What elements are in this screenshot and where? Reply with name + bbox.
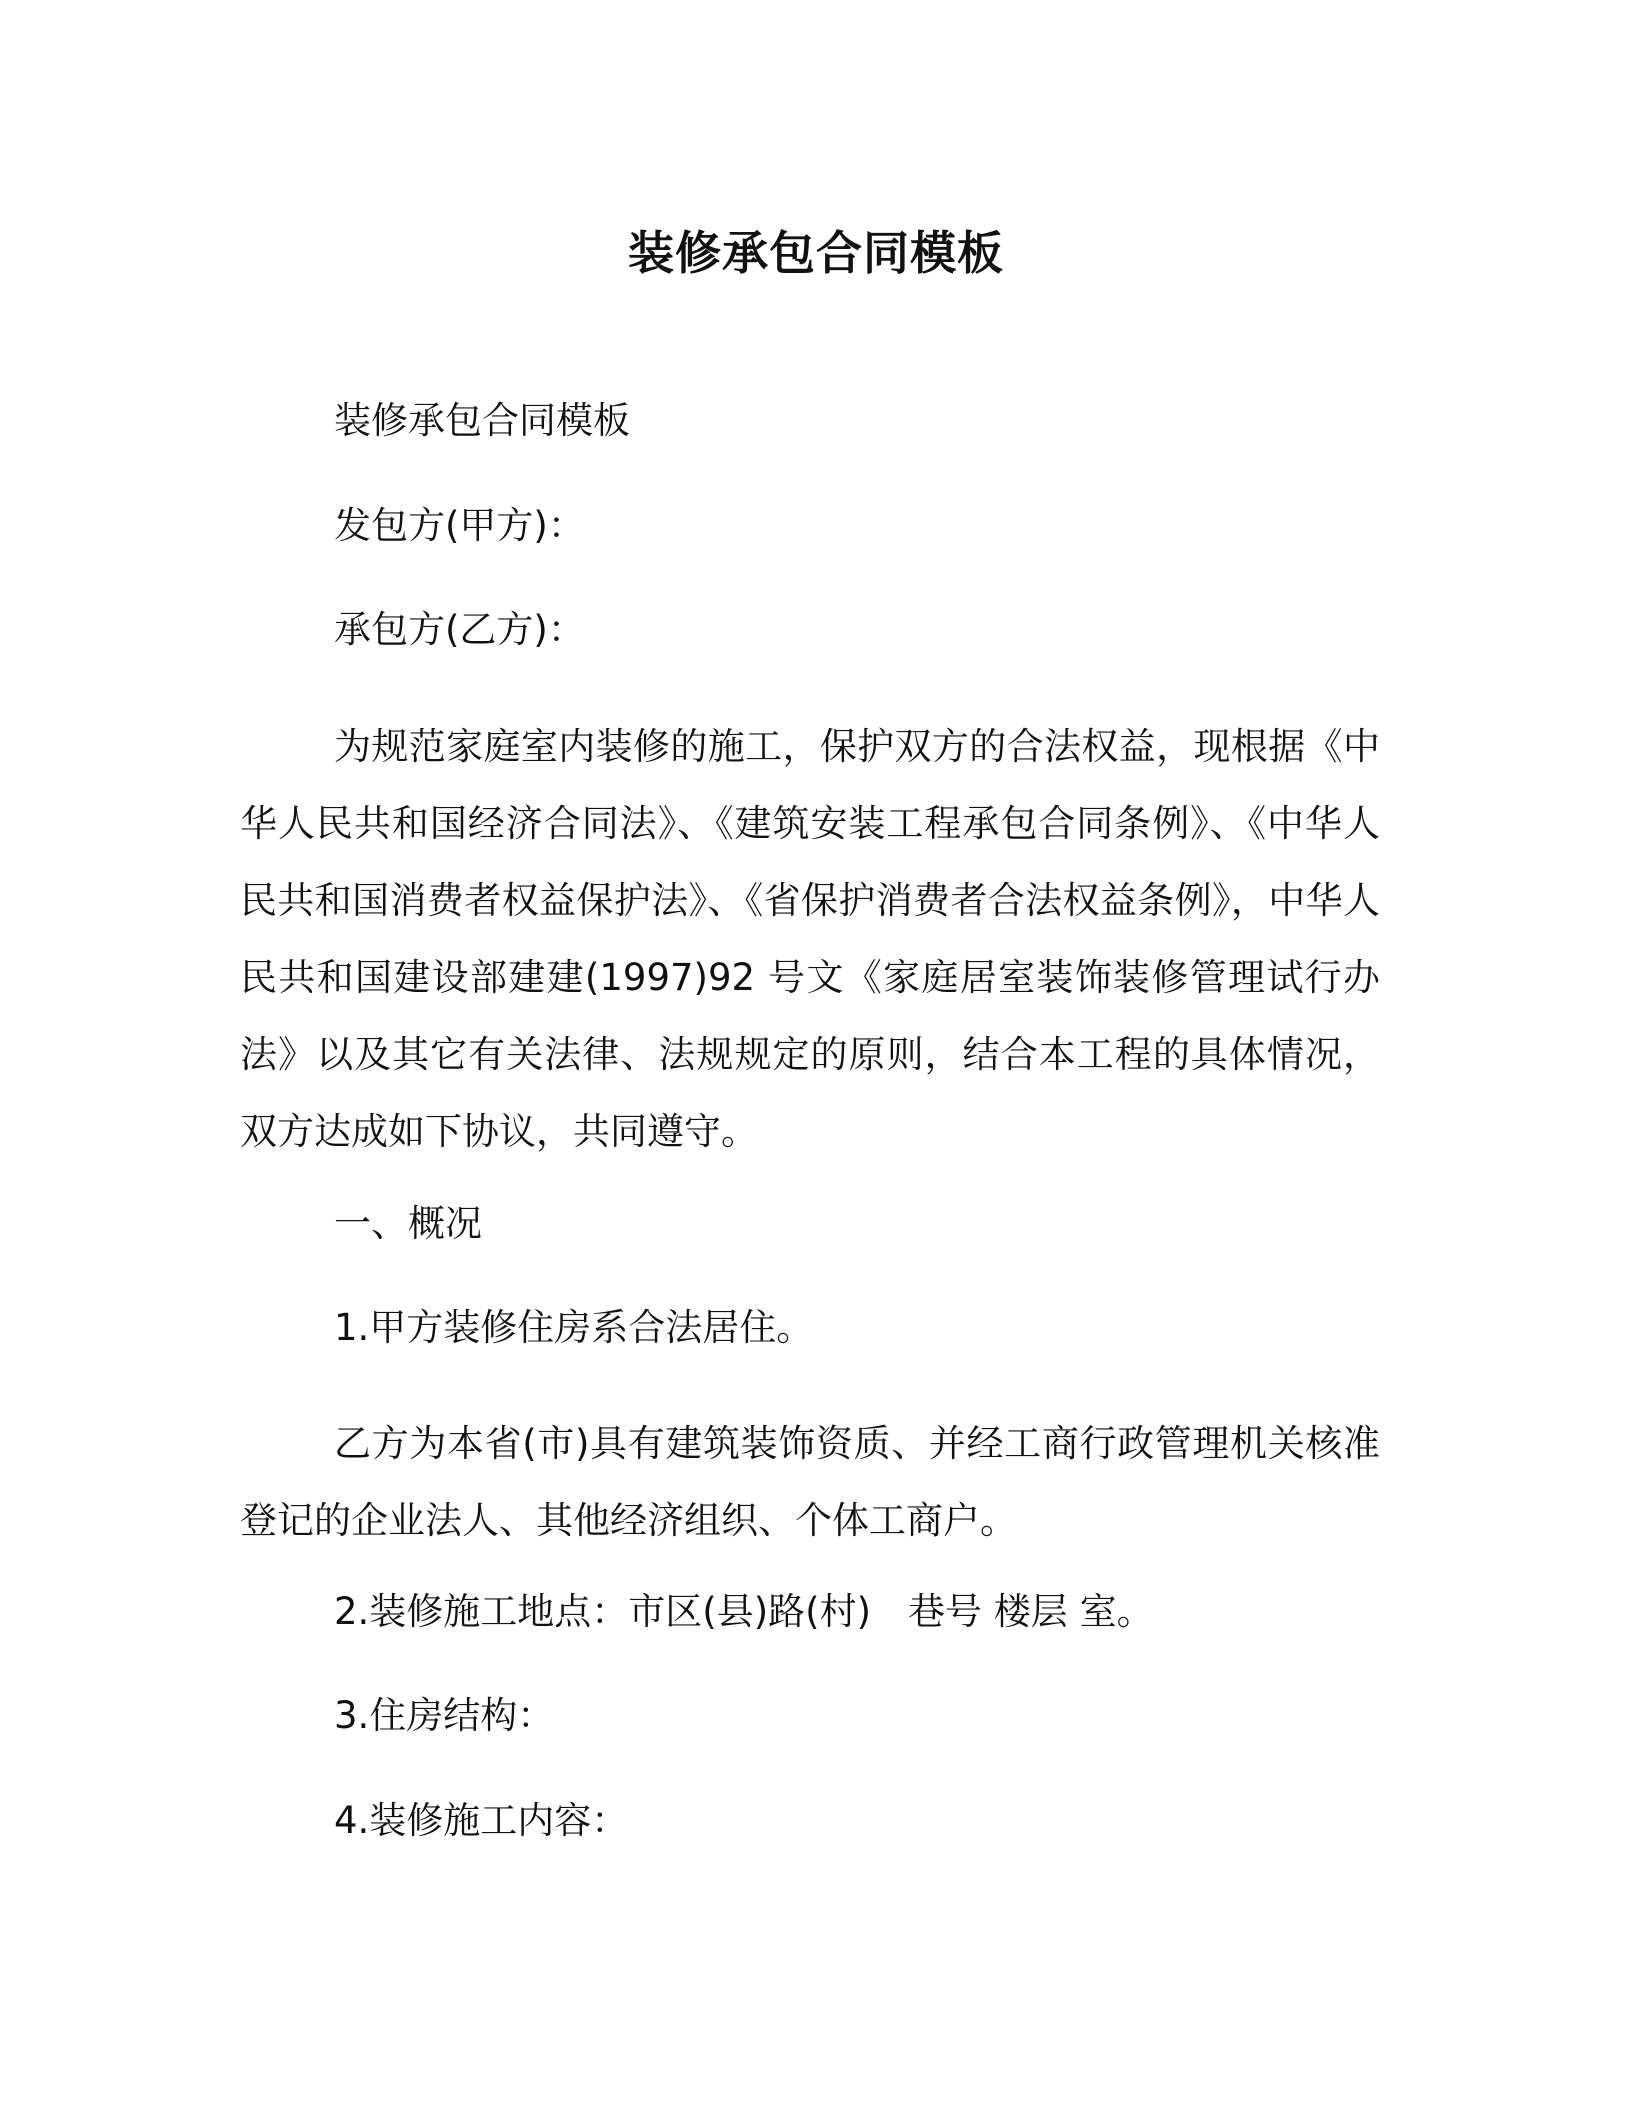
party-b-line: 承包方(乙方)： <box>334 608 585 651</box>
item-3: 3.住房结构： <box>334 1694 555 1737</box>
item-4: 4.装修施工内容： <box>334 1799 629 1842</box>
party-a-line: 发包方(甲方)： <box>334 504 585 547</box>
item-1-continuation: 乙方为本省(市)具有建筑装饰资质、并经工商行政管理机关核准登记的企业法人、其他经济组织、个体工商户。 <box>240 1422 1380 1542</box>
document-subtitle: 装修承包合同模板 <box>334 399 630 442</box>
section-1-heading: 一、概况 <box>334 1202 482 1245</box>
item-2: 2.装修施工地点：市区(县)路(村) 巷号 楼层 室。 <box>334 1590 1154 1633</box>
document-title: 装修承包合同模板 <box>628 226 1004 280</box>
preamble-paragraph: 为规范家庭室内装修的施工，保护双方的合法权益，现根据《中华人民共和国经济合同法》、《建筑安装工程承包合同条例》、《中华人民共和国消费者权益保护法》、《省保护消费者合法权益条例》，中华人民共和国建设部建建(1997)92 号文《家庭居室装饰装修管理试行办法》以及其它有关法律、法规规定的原则，结合本工程的具体情况，双方达成如下协议，共同遵守。 <box>240 725 1380 1153</box>
item-1: 1.甲方装修住房系合法居住。 <box>334 1306 814 1349</box>
